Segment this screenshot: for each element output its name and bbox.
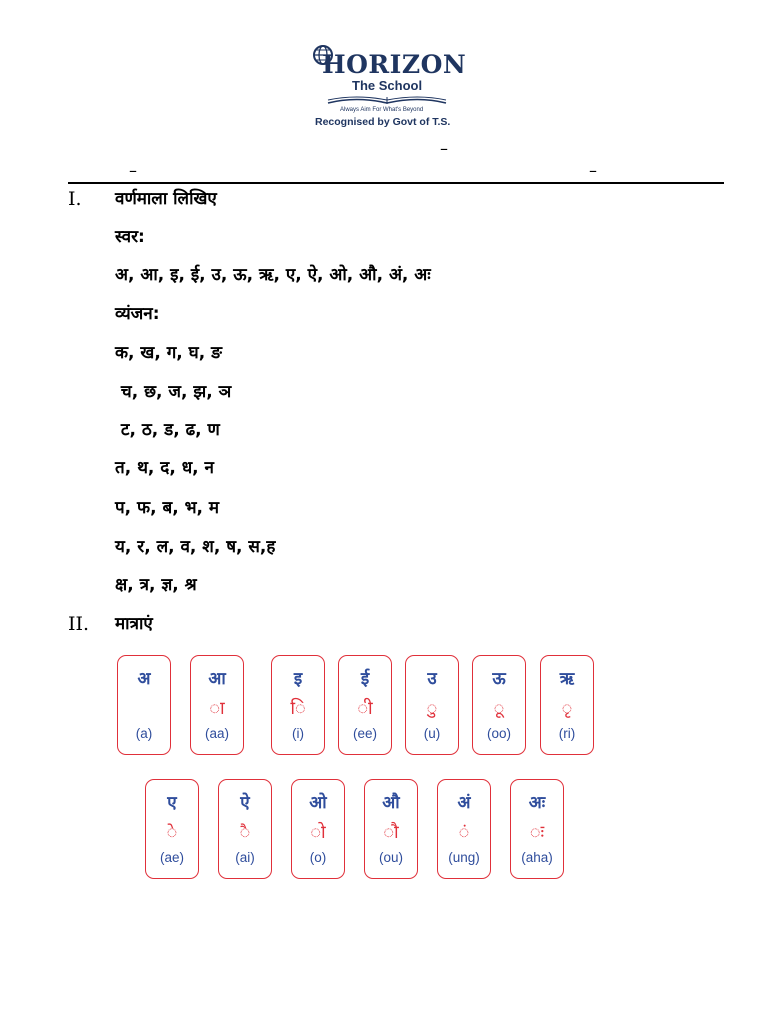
school-logo bbox=[312, 44, 467, 134]
section-title: वर्णमाला लिखिए bbox=[115, 189, 217, 209]
transliteration: (o) bbox=[309, 850, 327, 865]
transliteration: (ri) bbox=[558, 726, 576, 741]
transliteration: (ou) bbox=[378, 850, 403, 865]
vowel-letter: ऋ bbox=[559, 669, 575, 689]
matra-card bbox=[338, 655, 392, 755]
section-title: मात्राएं bbox=[115, 614, 153, 634]
matra-sign: ौ bbox=[383, 822, 399, 843]
vyanjan-line: क्ष, त्र, ज्ञ, श्र bbox=[115, 575, 197, 595]
transliteration: (ae) bbox=[159, 850, 184, 865]
matra-card bbox=[190, 655, 244, 755]
vyanjan-line: ट, ठ, ड, ढ, ण bbox=[115, 420, 220, 440]
transliteration: (i) bbox=[292, 726, 304, 741]
vyanjan-line: च, छ, ज, झ, ञ bbox=[115, 382, 232, 402]
matra-card bbox=[510, 779, 564, 879]
vowel-letter: औ bbox=[382, 793, 400, 813]
transliteration: (oo) bbox=[486, 726, 511, 741]
logo-tagline: Always Aim For What's Beyond bbox=[340, 107, 424, 113]
open-book-icon bbox=[326, 95, 448, 105]
vowel-letter: ऊ bbox=[492, 669, 506, 689]
vowel-letter: अः bbox=[528, 793, 546, 813]
vyanjan-line: त, थ, द, ध, न bbox=[115, 458, 214, 478]
header-dash: – bbox=[440, 139, 448, 158]
vowel-letter: ओ bbox=[309, 793, 327, 813]
matra-sign: ै bbox=[239, 822, 251, 843]
vyanjan-line: क, ख, ग, घ, ङ bbox=[115, 343, 222, 363]
transliteration: (u) bbox=[423, 726, 441, 741]
matra-sign: ं bbox=[458, 822, 470, 843]
logo-subtitle: The School bbox=[352, 78, 423, 93]
matra-sign: े bbox=[166, 822, 178, 843]
section-numeral: II. bbox=[68, 613, 90, 635]
vowel-letter: आ bbox=[208, 669, 226, 689]
header-rule bbox=[68, 182, 724, 184]
logo-name: HORIZON bbox=[322, 50, 467, 79]
header-dash: – bbox=[589, 161, 597, 180]
logo-recognition: Recognised by Govt of T.S. bbox=[315, 116, 451, 128]
vowel-letter: उ bbox=[427, 669, 437, 689]
transliteration: (ai) bbox=[235, 850, 255, 865]
section-numeral: I. bbox=[68, 188, 82, 210]
matra-sign: ु bbox=[426, 698, 438, 719]
vowel-letter: ए bbox=[167, 793, 177, 813]
matra-card bbox=[472, 655, 526, 755]
vowel-letter: अं bbox=[457, 793, 471, 813]
vowel-letter: ई bbox=[360, 669, 370, 689]
transliteration: (a) bbox=[135, 726, 153, 741]
matra-card bbox=[405, 655, 459, 755]
transliteration: (aa) bbox=[204, 726, 229, 741]
matra-sign: ा bbox=[209, 698, 225, 719]
header-dash: – bbox=[129, 161, 137, 180]
vyanjan-label: व्यंजन: bbox=[115, 304, 160, 324]
vowel-letter: अ bbox=[137, 669, 151, 689]
matra-card bbox=[271, 655, 325, 755]
swar-label: स्वर: bbox=[115, 227, 145, 247]
vyanjan-line: य, र, ल, व, श, ष, स,ह bbox=[115, 537, 276, 557]
transliteration: (ung) bbox=[448, 850, 480, 865]
matra-card bbox=[117, 655, 171, 755]
vowel-letter: इ bbox=[293, 669, 303, 689]
matra-sign: ः bbox=[529, 822, 545, 843]
matra-card bbox=[364, 779, 418, 879]
matra-card bbox=[540, 655, 594, 755]
matra-card bbox=[437, 779, 491, 879]
matra-sign: ो bbox=[310, 822, 326, 843]
swar-line: अ, आ, इ, ई, उ, ऊ, ऋ, ए, ऐ, ओ, औ, अं, अः bbox=[115, 265, 431, 285]
vowel-letter: ऐ bbox=[240, 793, 250, 813]
vyanjan-line: प, फ, ब, भ, म bbox=[115, 498, 220, 518]
matra-sign: ू bbox=[493, 698, 505, 719]
matra-card bbox=[145, 779, 199, 879]
matra-card bbox=[291, 779, 345, 879]
matra-sign: ी bbox=[357, 698, 373, 719]
matra-sign: ृ bbox=[561, 698, 573, 719]
transliteration: (aha) bbox=[521, 850, 553, 865]
matra-sign: ि bbox=[290, 698, 306, 719]
matra-card bbox=[218, 779, 272, 879]
transliteration: (ee) bbox=[352, 726, 377, 741]
